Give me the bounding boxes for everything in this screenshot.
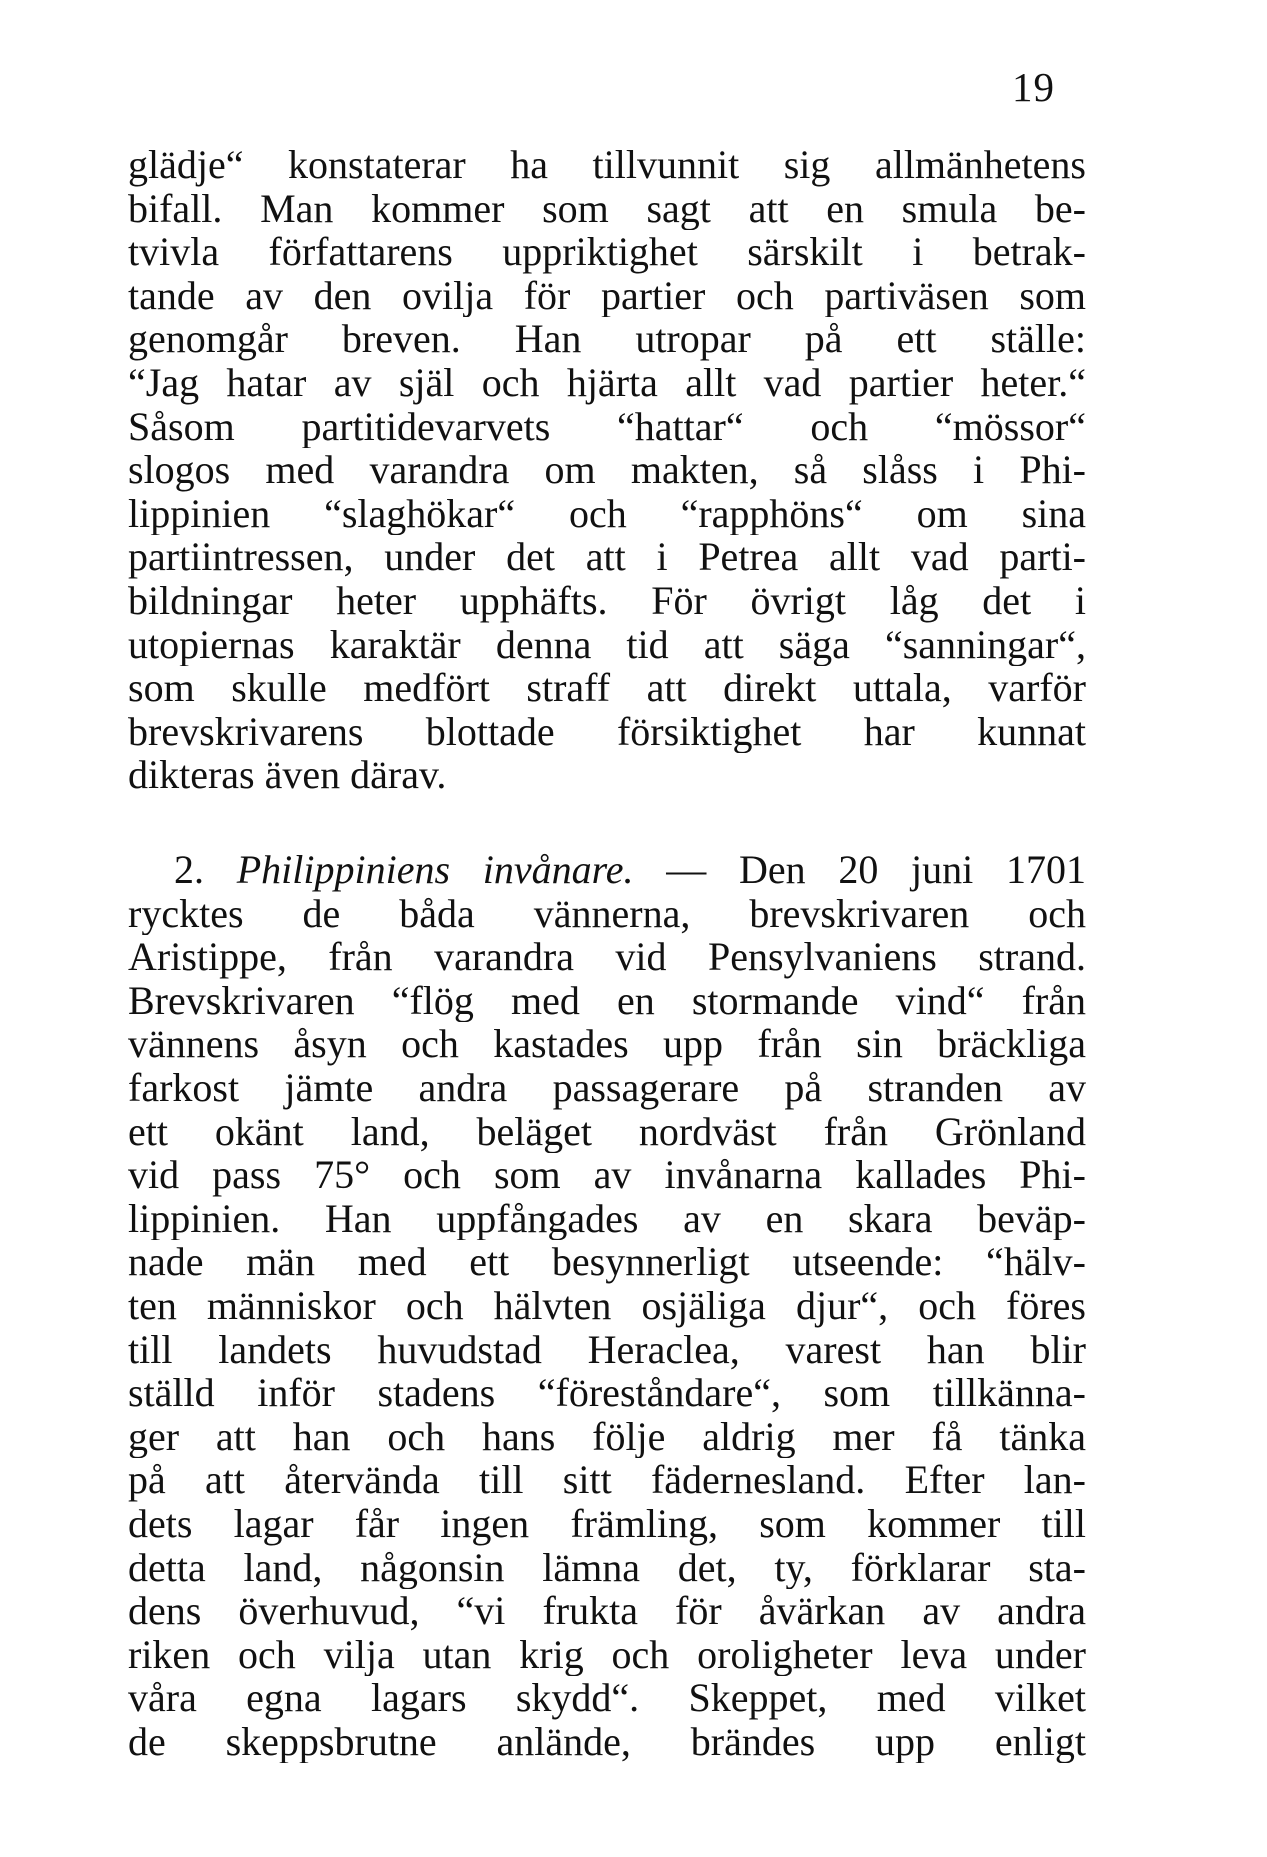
text-line: partiintressen, under det att i Petrea allt vad parti- [128, 535, 1086, 579]
text-line: glädje“ konstaterar ha tillvunnit sig allmänhetens [128, 143, 1086, 187]
text-line: Aristippe, från varandra vid Pensylvaniens strand. [128, 935, 1086, 979]
text-line: dens överhuvud, “vi frukta för åvärkan av andra [128, 1589, 1086, 1633]
text-line: utopiernas karaktär denna tid att säga “sanningar“, [128, 622, 1086, 667]
text-line: till landets huvudstad Heraclea, varest han blir [128, 1327, 1086, 1372]
text-line: Brevskrivaren “flög med en stormande vind“ från [128, 978, 1086, 1023]
text-line: ten människor och hälvten osjäliga djur“, och föres [128, 1283, 1086, 1328]
text-line: tvivla författarens uppriktighet särskilt i betrak- [128, 230, 1086, 274]
text-line: brevskrivarens blottade försiktighet har kunnat [128, 709, 1086, 754]
text-line: genomgår breven. Han utropar på ett ställe: [128, 317, 1086, 361]
text-line: de skeppsbrutne anlände, brändes upp enligt [128, 1719, 1086, 1764]
text-line: detta land, någonsin lämna det, ty, förklarar sta- [128, 1545, 1086, 1590]
section-heading-line [128, 848, 1086, 892]
section-number: 2. [174, 848, 204, 892]
text-line: bildningar heter upphäfts. För övrigt låg det i [128, 578, 1086, 623]
section-first-line-text: — Den 20 juni 1701 [666, 848, 1086, 892]
text-line: dets lagar får ingen främling, som kommer till [128, 1501, 1086, 1546]
text-line: Såsom partitidevarvets “hattar“ och “mössor“ [128, 404, 1086, 449]
text-line: slogos med varandra om makten, så slåss i Phi- [128, 448, 1086, 492]
paragraph-2 [128, 848, 1086, 1763]
text-line: ställd inför stadens “föreståndare“, som tillkänna- [128, 1371, 1086, 1415]
text-line: på att återvända till sitt fädernesland. Efter lan- [128, 1458, 1086, 1502]
text-line: rycktes de båda vännerna, brevskrivaren och [128, 891, 1086, 936]
text-line: lippinien. Han uppfångades av en skara beväp- [128, 1196, 1086, 1241]
text-line: lippinien “slaghökar“ och “rapphöns“ om sina [128, 491, 1086, 536]
paragraph-1 [128, 143, 1086, 797]
text-line: ger att han och hans följe aldrig mer få tänka [128, 1414, 1086, 1459]
text-line: riken och vilja utan krig och oroligheter leva under [128, 1632, 1086, 1677]
text-line: tande av den ovilja för partier och partiväsen som [128, 273, 1086, 318]
text-line: dikteras även därav. [128, 753, 447, 797]
text-line: bifall. Man kommer som sagt att en smula be- [128, 186, 1086, 231]
text-line: nade män med ett besynnerligt utseende: “hälv- [128, 1240, 1086, 1284]
section-title: Philippiniens invånare. [236, 848, 634, 892]
text-line: vännens åsyn och kastades upp från sin bräckliga [128, 1022, 1086, 1066]
page-number: 19 [1012, 64, 1055, 110]
text-line: vid pass 75° och som av invånarna kallades Phi- [128, 1153, 1086, 1197]
text-line: farkost jämte andra passagerare på stranden av [128, 1065, 1086, 1110]
text-line: “Jag hatar av själ och hjärta allt vad partier heter.“ [128, 360, 1086, 405]
text-line: ett okänt land, beläget nordväst från Grönland [128, 1109, 1086, 1154]
text-line: våra egna lagars skydd“. Skeppet, med vilket [128, 1676, 1086, 1720]
text-line: som skulle medfört straff att direkt uttala, varför [128, 666, 1086, 710]
